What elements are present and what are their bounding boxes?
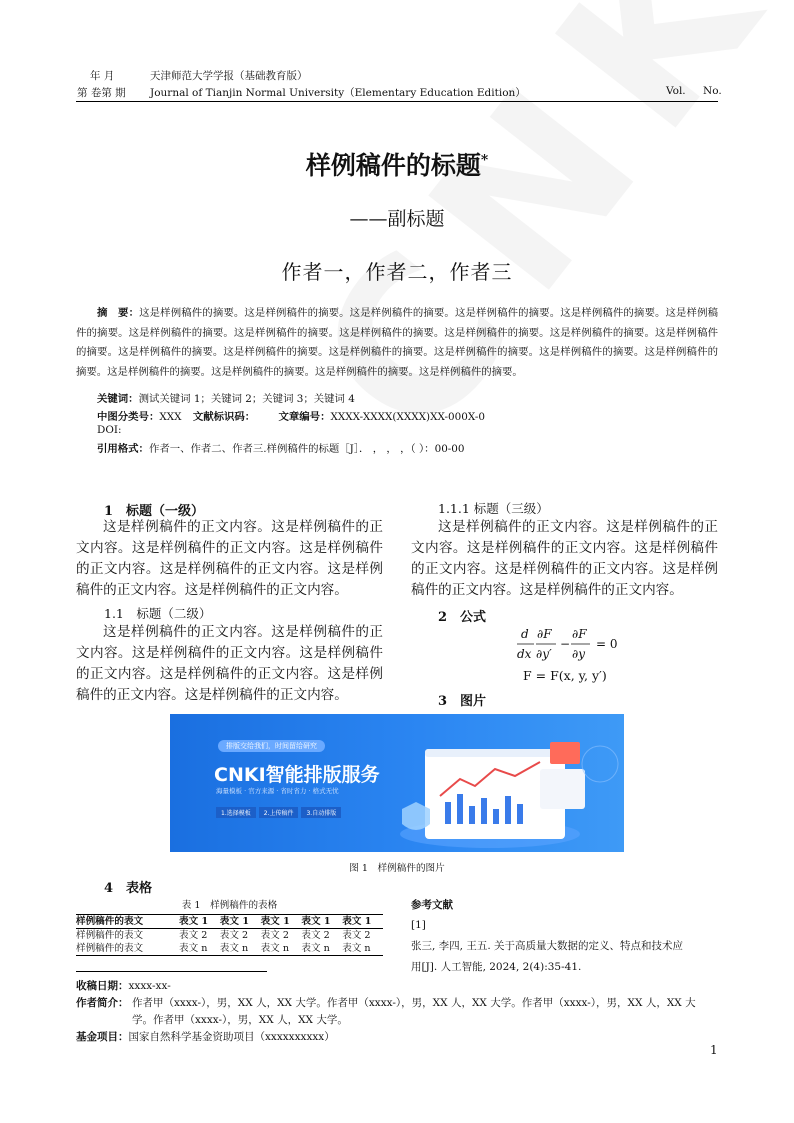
svg-text:d: d <box>521 627 529 641</box>
table-cell: 表文 n <box>260 943 290 954</box>
svg-text:= 0: = 0 <box>596 637 618 651</box>
citation-text: 作者一、作者二、作者三.样例稿件的标题［J］． ， ， ，（ ）：00-00 <box>148 443 465 455</box>
abstract-label: 摘 要： <box>97 307 140 319</box>
table-row <box>76 942 383 956</box>
banner-step-3: 3.自动排版 <box>301 807 341 818</box>
table-cell: 表文 2 <box>342 930 371 941</box>
paper-title: 样例稿件的标题* <box>305 151 489 180</box>
table-cell: 表文 2 <box>219 930 249 941</box>
page-number: 1 <box>710 1043 718 1057</box>
section-2-heading: 2 公式 <box>438 610 487 625</box>
section-3-heading: 3 图片 <box>438 694 487 709</box>
header-vol: Vol. <box>666 85 686 97</box>
svg-text:∂y′: ∂y′ <box>536 647 552 661</box>
table-header-cell: 表文 1 <box>260 916 290 927</box>
table-caption: 表 1 样例稿件的表格 <box>181 900 278 911</box>
abstract-text: 这是样例稿件的摘要。这是样例稿件的摘要。这是样例稿件的摘要。这是样例稿件的摘要。这是样例稿件的摘要。这是样例稿件的摘要。这是样例稿件的摘要。这是样例稿件的摘要。这是样例稿件的摘要。这是样例稿件的摘要。这是样例稿件的摘要。这是样例稿件的摘要。这是样例稿件的摘要。这是样例稿件的摘要。这是样例稿件的摘要。这是样例稿件的摘要。这是样例稿件的摘要。这是样例稿件的摘要。这是样例稿件的摘要。这是样例稿件的摘要。这是样例稿件的摘要。这是样例稿件的摘要。 <box>76 307 719 378</box>
section-1-1-paragraph: 这是样例稿件的正文内容。这是样例稿件的正文内容。这是样例稿件的正文内容。这是样例稿件的正文内容。这是样例稿件的正文内容。这是样例稿件的正文内容。这是样例稿件的正文内容。 <box>76 624 383 703</box>
article-no-value: XXXX-XXXX(XXXX)XX-000X-0 <box>330 411 486 423</box>
banner-step-1: 1.选择模板 <box>216 807 256 818</box>
keywords-label: 关键词： <box>97 393 139 405</box>
reference-number: [1] <box>411 919 426 931</box>
header-journal-en: Journal of Tianjin Normal University（Elementary Education Edition） <box>150 87 526 99</box>
clc-label: 中图分类号： <box>97 411 160 423</box>
abstract <box>76 304 718 382</box>
citation-label: 引用格式： <box>97 443 149 455</box>
banner-subtitle: 海量模板 · 官方来源 · 省时省力 · 格式无忧 <box>216 787 339 795</box>
svg-text:∂y: ∂y <box>572 647 585 661</box>
header-rule <box>76 101 718 102</box>
fund-info: 基金项目：国家自然科学基金资助项目（xxxxxxxxxx） <box>76 1031 335 1043</box>
table-header-cell: 表文 1 <box>301 916 331 927</box>
figure-image <box>170 714 624 852</box>
section-1-paragraph: 这是样例稿件的正文内容。这是样例稿件的正文内容。这是样例稿件的正文内容。这是样例稿件的正文内容。这是样例稿件的正文内容。这是样例稿件的正文内容。这是样例稿件的正文内容。 <box>76 519 383 598</box>
header-date: 年 月 <box>90 70 115 82</box>
table-header-cell: 表文 1 <box>219 916 249 927</box>
formula-function: F = F(x, y, y′) <box>523 668 607 683</box>
section-1-heading: 1 标题（一级） <box>104 504 205 519</box>
table-cell: 表文 2 <box>260 930 289 941</box>
clc-value: XXX <box>159 411 182 423</box>
section-1-1-1-heading: 1.1.1 标题（三级） <box>438 501 549 516</box>
references-heading: 参考文献 <box>411 899 453 911</box>
table-cell: 表文 2 <box>301 930 330 941</box>
table-cell: 表文 2 <box>179 930 208 941</box>
svg-text:∂F: ∂F <box>537 627 552 641</box>
reference-item <box>411 915 718 978</box>
table-cell: 表文 n <box>301 943 330 954</box>
svg-text:dx: dx <box>517 647 532 661</box>
table-cell: 样例稿件的表文 <box>76 930 144 941</box>
doi: DOI: <box>97 424 122 436</box>
figure-caption: 图 1 样例稿件的图片 <box>349 863 445 874</box>
table-header-cell: 样例稿件的表文 <box>76 916 144 927</box>
section-1-1-1-paragraph: 这是样例稿件的正文内容。这是样例稿件的正文内容。这是样例稿件的正文内容。这是样例稿件的正文内容。这是样例稿件的正文内容。这是样例稿件的正文内容。这是样例稿件的正文内容。 <box>411 519 718 598</box>
classification-line <box>97 408 485 423</box>
paper-subtitle: ——副标题 <box>349 208 445 230</box>
author-list: 作者一，作者二，作者三 <box>281 260 513 284</box>
banner-steps <box>216 807 341 818</box>
table-cell: 表文 n <box>342 943 371 954</box>
author-bio: 作者简介： 作者甲（xxxx-），男，XX 人，XX 大学。作者甲（xxxx-），男，XX 人，XX 大学。作者甲（xxxx-），男，XX 人，XX 大学。作者甲（xxxx-），男，XX 人，XX 大学。 <box>76 997 696 1026</box>
data-table <box>76 914 383 956</box>
header-no: No. <box>703 85 722 97</box>
table-row <box>76 929 383 943</box>
article-no-label: 文章编号： <box>278 411 331 423</box>
banner-tag: 排版交给我们，时间留给研究 <box>218 740 325 752</box>
table-cell: 样例稿件的表文 <box>76 943 144 954</box>
section-4-heading: 4 表格 <box>104 881 153 896</box>
citation <box>97 440 465 455</box>
banner-title: CNKI智能排版服务 <box>214 764 380 786</box>
section-1-1-heading: 1.1 标题（二级） <box>104 606 212 621</box>
banner-illustration <box>400 724 620 849</box>
footnote-rule <box>76 971 267 972</box>
svg-text:−: − <box>560 637 571 651</box>
table-cell: 表文 n <box>179 943 208 954</box>
table-header-row <box>76 915 383 929</box>
received-date: 收稿日期：xxxx-xx- <box>76 980 171 992</box>
header-volume: 第 卷第 期 <box>77 87 126 99</box>
doc-code-label: 文献标识码： <box>192 411 256 423</box>
header-journal-cn: 天津师范大学学报（基础教育版） <box>150 70 308 82</box>
svg-text:∂F: ∂F <box>572 627 587 641</box>
title-footnote-mark: * <box>480 152 489 169</box>
table-header-cell: 表文 1 <box>342 916 372 927</box>
reference-text: 张三, 李四, 王五. 关于高质量大数据的定义、特点和技术应用[J]. 人工智能, 2024, 2(4):35-41. <box>411 940 684 973</box>
keywords-text: 测试关键词 1；关键词 2；关键词 3；关键词 4 <box>138 393 355 405</box>
table-header-cell: 表文 1 <box>179 916 209 927</box>
euler-lagrange-formula <box>514 624 624 666</box>
keywords <box>97 390 355 405</box>
banner-step-2: 2.上传稿件 <box>259 807 299 818</box>
table-cell: 表文 n <box>219 943 249 954</box>
